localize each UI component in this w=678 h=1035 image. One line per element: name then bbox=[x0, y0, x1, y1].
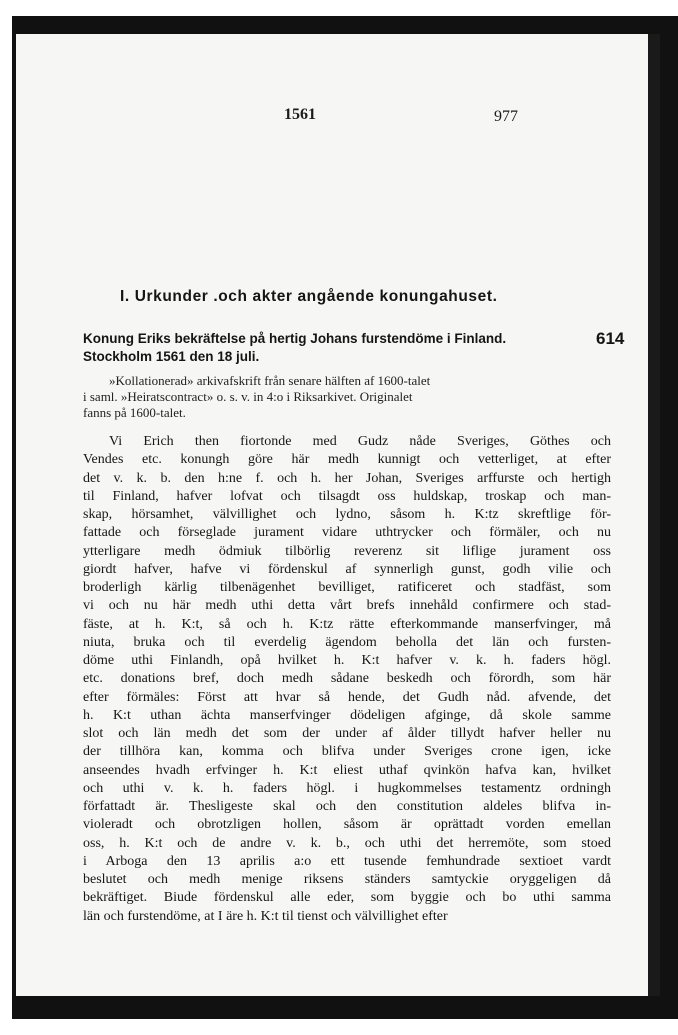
document-title-line: Stockholm 1561 den 18 juli. bbox=[83, 349, 260, 364]
body-line: violeradt och obrotzligen hollen, såsom är oprättadt vorden emellan bbox=[83, 817, 611, 833]
body-line: broderligh kärlig tilbenägenhet bevilliget, ratificeret och stadfäst, som bbox=[83, 580, 611, 595]
body-line: Vi Erich then fiortonde med Gudz nåde Sveriges, Göthes och bbox=[109, 434, 611, 449]
page-number: 977 bbox=[494, 108, 518, 125]
body-line: h. K:t uthan ächta manserfvinger dödeligen afginge, då skole samme bbox=[83, 707, 611, 723]
body-line: fattade och förseglade jurament vidare uthtrycker och förmäler, och nu bbox=[83, 525, 611, 541]
body-line: anseendes hvadh erfvinger h. K:t eliest uthaf qvinkön hafva kan, hvilket bbox=[83, 762, 611, 778]
body-line: slot och län medh det som der under af ålder tillydt hafver heller nu bbox=[83, 726, 611, 741]
source-note-line: fanns på 1600-talet. bbox=[83, 405, 186, 420]
document-title bbox=[83, 330, 631, 366]
body-line: det v. k. b. den h:ne f. och h. her Johan, Sveriges arffurste och hertigh bbox=[83, 470, 611, 486]
page-edge-shadow bbox=[648, 34, 660, 996]
body-line: bekräftiget. Biude fördenskul alle eder, som byggie och bo uthi samma bbox=[83, 890, 611, 906]
body-line: döme uthi Finlandh, opå hvilket h. K:t hafver v. k. h. faders högl. bbox=[83, 653, 611, 668]
body-line: och uthi v. k. h. faders högl. i hugkommelses testamentz ordningh bbox=[83, 780, 611, 796]
document-number: 614 bbox=[596, 329, 625, 348]
body-line: etc. donations bref, doch medh sådane beskedh och förordh, som här bbox=[83, 671, 611, 687]
bleed-through-text bbox=[68, 125, 628, 265]
body-line: der tillhöra kan, komma och blifva under Sveriges crone igen, icke bbox=[83, 744, 611, 760]
body-line: ytterligare medh ödmiuk tilbörlig reverenz sit liflige jurament oss bbox=[83, 543, 611, 559]
body-line: författadt är. Thesligeste skal och den constitution aldeles blifva in- bbox=[83, 799, 611, 814]
body-line: vi och nu här medh uthi detta vårt brefs innehåld confirmere och stad- bbox=[83, 598, 611, 614]
source-note-line: i saml. »Heiratscontract» o. s. v. in 4:o i Riksarkivet. Originalet bbox=[83, 389, 413, 404]
body-line: giordt hafver, hafve vi fördenskul af synnerligh gunst, godh vilie och bbox=[83, 561, 611, 577]
running-header-year: 1561 bbox=[284, 106, 316, 123]
body-line: til Finland, hafver lofvat och tilsagdt oss huldskap, troskap och man- bbox=[83, 488, 611, 504]
body-line: i Arboga den 13 aprilis a:o ett tusende femhundrade sextioet vardt bbox=[83, 853, 611, 869]
document-title-line: Konung Eriks bekräftelse på hertig Johans furstendöme i Finland. bbox=[83, 331, 507, 346]
source-note-line: »Kollationerad» arkivafskrift från senare hälften af 1600-talet bbox=[109, 373, 431, 388]
section-heading: I. Urkunder .och akter angående konungahuset. bbox=[120, 288, 498, 305]
body-line: efter förmäles: Först att hvar så hende, det Gudh nåd. afvende, det bbox=[83, 689, 611, 705]
body-line: skap, hörsamhet, välvillighet och lydno, såsom h. K:tz skreftlige för- bbox=[83, 507, 611, 522]
body-text bbox=[83, 433, 611, 926]
body-line: län och furstendöme, at I äre h. K:t til tienst och välvillighet efter bbox=[83, 908, 448, 924]
body-line: beslutet och medh menige riksens ständers samtyckie oryggeligen då bbox=[83, 872, 611, 887]
body-line: Vendes etc. konungh göre här medh kunnigt och vetterliget, at efter bbox=[83, 452, 611, 468]
body-line: fäste, at h. K:t, så och h. K:tz rätte efterkommande manserfvinger, må bbox=[83, 616, 611, 632]
body-line: niuta, bruka och til everdelig ägendom beholla det län och fursten- bbox=[83, 634, 611, 650]
body-line: oss, h. K:t och de andre v. k. b., och uthi det herremöte, som stoed bbox=[83, 835, 611, 851]
source-note bbox=[83, 373, 611, 421]
